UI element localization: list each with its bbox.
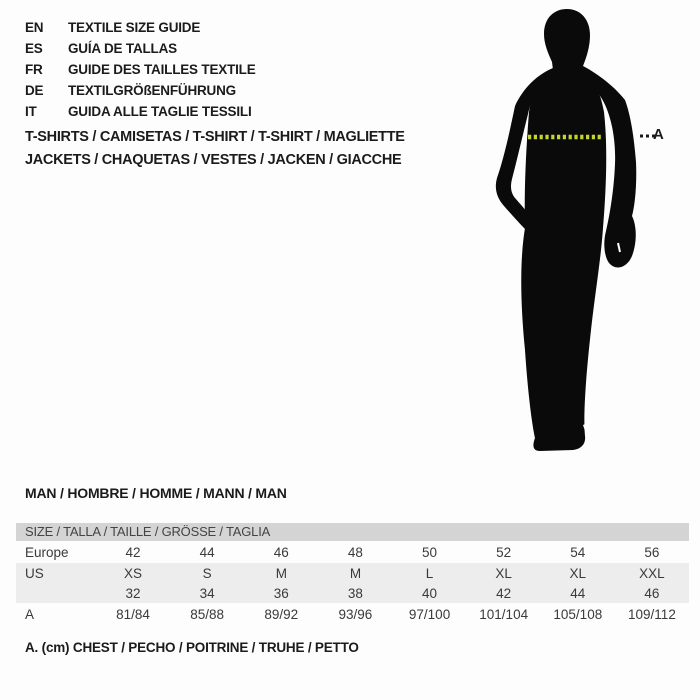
cell: XL: [569, 565, 587, 581]
language-code: FR: [25, 62, 43, 77]
language-row: [25, 59, 256, 80]
language-row: [25, 38, 256, 59]
cell: 81/84: [116, 606, 150, 622]
cell: XL: [495, 565, 512, 581]
cell: 42: [496, 585, 512, 601]
category-jackets: JACKETS / CHAQUETAS / VESTES / JACKEN / GIACCHE: [25, 152, 402, 168]
size-table-header: SIZE / TALLA / TAILLE / GRÖSSE / TAGLIA: [16, 523, 689, 541]
cell: 42: [125, 544, 141, 560]
cell: XXL: [639, 565, 665, 581]
cell: 40: [422, 585, 438, 601]
section-title-man: MAN / HOMBRE / HOMME / MANN / MAN: [25, 485, 287, 501]
language-code: EN: [25, 20, 44, 35]
measure-label-a: A: [653, 126, 664, 143]
table-row-numeric: [16, 583, 689, 603]
cell: 93/96: [338, 606, 373, 622]
cell: 38: [347, 585, 363, 601]
row-label: US: [25, 565, 44, 581]
cell: 48: [347, 544, 363, 560]
cell: XS: [124, 565, 143, 581]
language-code: DE: [25, 83, 44, 98]
cell: 46: [644, 585, 660, 601]
cell: 85/88: [190, 606, 225, 622]
language-code: IT: [25, 104, 37, 119]
cell: 54: [570, 544, 586, 560]
category-list: [25, 126, 405, 172]
cell: 34: [199, 585, 215, 601]
man-silhouette: [440, 0, 700, 480]
cell: 56: [644, 544, 660, 560]
cell: S: [202, 565, 212, 581]
cell: 105/108: [553, 606, 603, 622]
cell: 97/100: [408, 606, 451, 622]
cell: 50: [422, 544, 438, 560]
language-list: [25, 17, 256, 122]
category-tshirts: T-SHIRTS / CAMISETAS / T-SHIRT / T-SHIRT / MAGLIETTE: [25, 129, 405, 145]
measurement-footnote: A. (cm) CHEST / PECHO / POITRINE / TRUHE / PETTO: [25, 640, 359, 655]
cell: 46: [273, 544, 289, 560]
cell: 44: [199, 544, 215, 560]
cell: 101/104: [479, 606, 529, 622]
table-row-europe: [16, 541, 689, 563]
language-title: GUIDE DES TAILLES TEXTILE: [68, 62, 256, 77]
row-label: Europe: [25, 544, 69, 560]
language-row: [25, 101, 256, 122]
language-title: TEXTILGRÖßENFÜHRUNG: [68, 83, 236, 98]
cell: L: [425, 565, 434, 581]
language-title: GUÍA DE TALLAS: [68, 41, 177, 56]
table-row-us: [16, 563, 689, 583]
cell: 36: [273, 585, 289, 601]
row-label: A: [25, 606, 35, 622]
cell: 32: [125, 585, 141, 601]
language-row: [25, 80, 256, 101]
language-code: ES: [25, 41, 43, 56]
language-title: TEXTILE SIZE GUIDE: [68, 20, 201, 35]
language-title: GUIDA ALLE TAGLIE TESSILI: [68, 104, 252, 119]
cell: 109/112: [628, 606, 676, 622]
size-table: [16, 523, 689, 625]
cell: 52: [496, 544, 512, 560]
cell: 44: [570, 585, 586, 601]
table-row-chest: [16, 603, 689, 625]
torso-legs-shape: [521, 62, 606, 451]
cell: M: [349, 565, 362, 581]
cell: 89/92: [264, 606, 299, 622]
language-row: [25, 17, 256, 38]
cell: M: [275, 565, 287, 581]
